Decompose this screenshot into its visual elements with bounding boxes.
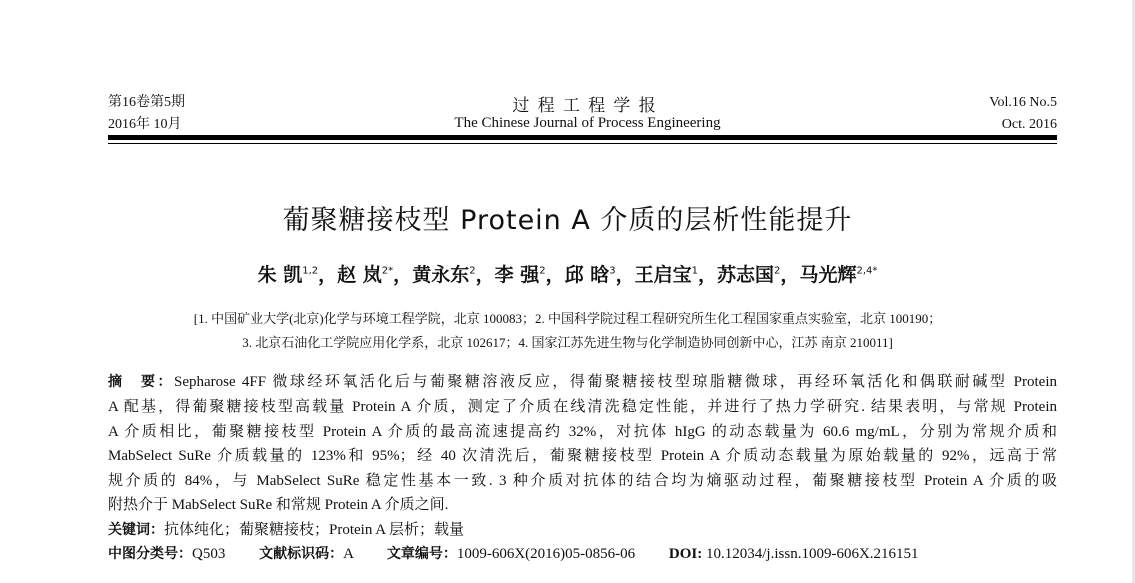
issue-number: 第16卷第5期	[108, 95, 185, 110]
article-number-label: 文章编号：	[386, 546, 457, 562]
journal-title-en: The Chinese Journal of Process Engineering	[454, 115, 721, 131]
date-en: Oct. 2016	[1001, 117, 1057, 132]
header-rule-thick	[108, 135, 1057, 140]
doc-code-value: A	[343, 546, 354, 562]
author-affiliation-mark: 1	[691, 265, 699, 277]
issue-date: 2016年 10月	[108, 117, 182, 132]
classification-line	[108, 543, 1057, 563]
journal-title-cn: 过 程 工 程 学 报	[512, 96, 658, 115]
author: 黄永东$^2$，	[412, 264, 495, 286]
author-affiliation-mark: 2*	[381, 265, 394, 277]
doc-code-label: 文献标识码：	[259, 546, 344, 562]
author: 赵 岚$^{2*}$，	[337, 264, 413, 286]
author-affiliation-mark: 1,2	[302, 265, 319, 277]
author-name: 马光辉	[799, 264, 857, 286]
abstract-line: 附热介于 MabSelect SuRe 和常规 Protein A 介质之间.	[108, 497, 449, 513]
clc-label: 中图分类号：	[108, 546, 192, 562]
abstract-line: 规介质的 84%，与 MabSelect SuRe 稳定性基本一致. 3 种介质对抗体的结合均为熵驱动过程，葡聚糖接枝型 Protein A 介质的吸	[108, 473, 1057, 489]
affiliation-line-1: [1. 中国矿业大学(北京)化学与环境工程学院，北京 100083；2. 中国科学院过程工程研究所生化工程国家重点实验室，北京 100190；	[193, 311, 942, 326]
author-affiliation-mark: 2,4*	[856, 265, 878, 277]
header-rule-thin	[108, 143, 1057, 144]
author-name: 赵 岚	[337, 264, 382, 286]
abstract-label: 摘 要：	[108, 374, 175, 390]
author: 李 强$^2$，	[494, 264, 565, 286]
author	[799, 264, 877, 286]
author-affiliation-mark: 2	[774, 265, 781, 277]
author-affiliation-mark: 2	[469, 265, 476, 277]
author: 苏志国$^2$，	[717, 264, 800, 286]
author-name: 朱 凯	[257, 264, 303, 286]
author-name: 王启宝	[634, 264, 692, 286]
author-name: 苏志国	[717, 264, 775, 286]
keywords	[108, 518, 1057, 539]
abstract-line: MabSelect SuRe 介质载量的 123%和 95%；经 40 次清洗后，葡聚糖接枝型 Protein A 介质动态载量为原始载量的 92%，远高于常	[108, 448, 1057, 464]
author: 邱 晗$^3$，	[564, 264, 635, 286]
doi-label: DOI:	[668, 546, 703, 562]
author: 王启宝$^1$，	[634, 264, 718, 286]
keywords-label: 关键词：	[108, 522, 164, 538]
doi-value[interactable]: 10.12034/j.issn.1009-606X.216151	[706, 546, 919, 562]
author-list	[0, 260, 1135, 287]
abstract-line: A 介质相比，葡聚糖接枝型 Protein A 介质的最高流速提高约 32%，对抗体 hIgG 的动态载量为 60.6 mg/mL，分别为常规介质和	[108, 424, 1057, 440]
abstract-line: A 配基，得葡聚糖接枝型高载量 Protein A 介质，测定了介质在线清洗稳定性能，并进行了热力学研究. 结果表明，与常规 Protein	[108, 399, 1057, 415]
author: 朱 凯$^{1,2}$，	[257, 264, 338, 286]
clc-value: Q503	[192, 546, 226, 562]
affiliation-line-2: 3. 北京石油化工学院应用化学系，北京 102617；4. 国家江苏先进生物与化学制造协同创新中心，江苏 南京 210011]	[242, 335, 893, 350]
abstract-line: 摘 要：Sepharose 4FF 微球经环氧活化后与葡聚糖溶液反应，得葡聚糖接枝型琼脂糖微球，再经环氧活化和偶联耐碱型 Protein	[108, 374, 1058, 390]
author-name: 邱 晗	[564, 264, 610, 286]
author-name: 李 强	[494, 264, 540, 286]
author-affiliation-mark: 3	[609, 265, 616, 277]
author-affiliation-mark: 2	[539, 265, 546, 277]
volume: Vol.16 No.5	[989, 95, 1057, 110]
author-name: 黄永东	[412, 264, 470, 286]
article-number-value: 1009-606X(2016)05-0856-06	[456, 546, 636, 562]
paper-title: 葡聚糖接枝型 Protein A 介质的层析性能提升	[282, 205, 853, 236]
keywords-value: 抗体纯化；葡聚糖接枝；Protein A 层析；载量	[164, 522, 465, 538]
